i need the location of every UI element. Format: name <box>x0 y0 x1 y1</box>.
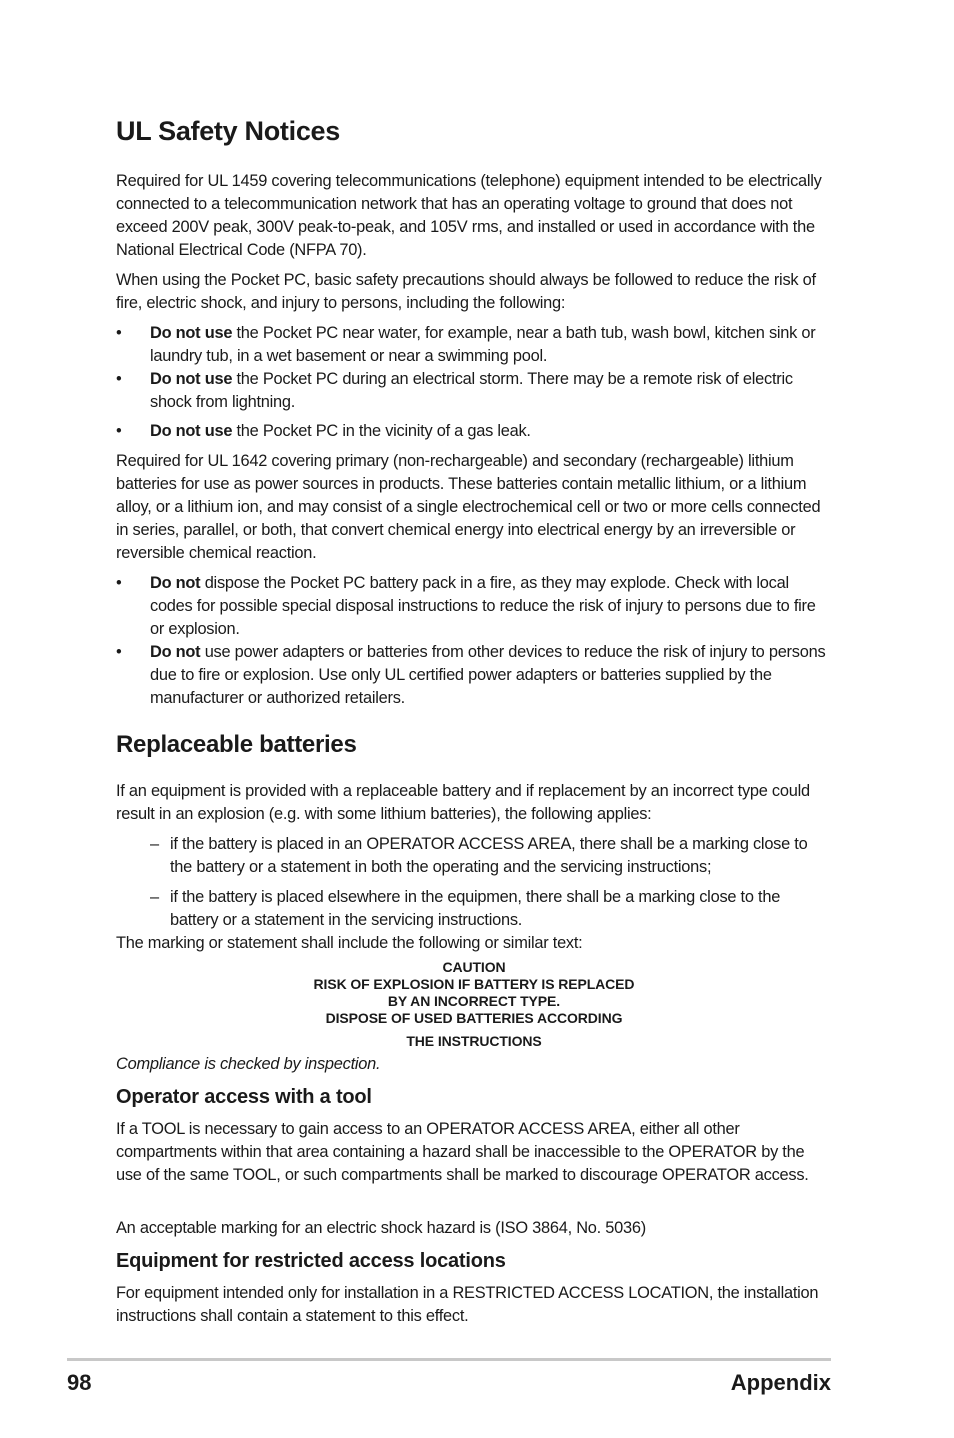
dash-item <box>150 833 832 879</box>
caution-line: BY AN INCORRECT TYPE. <box>387 993 561 1009</box>
caution-label: CAUTION <box>442 959 506 975</box>
bullet-mark: • <box>116 324 122 342</box>
dash-text: if the battery is placed elsewhere in the equipmen, there shall be a marking close to the battery or a statement in the servicing instructions. <box>170 888 781 929</box>
section-heading-restricted-access: Equipment for restricted access locations <box>116 1250 506 1272</box>
bullet-text: the Pocket PC during an electrical storm. There may be a remote risk of electric shock from lightning. <box>150 370 793 411</box>
bullet-bold: Do not <box>150 643 201 661</box>
precautions-paragraph: When using the Pocket PC, basic safety precautions should always be followed to reduce the risk of fire, electric shock, and injury to persons, including the following: <box>116 271 816 312</box>
caution-line: DISPOSE OF USED BATTERIES ACCORDING <box>325 1010 623 1026</box>
bullet-mark: • <box>116 370 122 388</box>
replaceable-batteries-paragraph: If an equipment is provided with a replaceable battery and if replacement by an incorrect type could result in an explosion (e.g. with some lithium batteries), the following applies: <box>116 782 810 823</box>
bullet-bold: Do not <box>150 574 201 592</box>
page-title: UL Safety Notices <box>116 116 340 146</box>
ul1642-paragraph: Required for UL 1642 covering primary (non-rechargeable) and secondary (rechargeable) lithium batteries for use as power sources in products. These batteries contain metallic lithium, or a lithium alloy, or a lithium ion, and may consist of a single electrochemical cell or two or more cells connected in series, parallel, or both, that convert chemical energy into electrical energy by an irreversible or reversible chemical reaction. <box>116 452 821 562</box>
footer-section-name: Appendix <box>730 1370 831 1395</box>
caution-line: THE INSTRUCTIONS <box>406 1033 542 1049</box>
marking-intro: The marking or statement shall include the following or similar text: <box>116 934 583 952</box>
dash-mark: – <box>150 835 159 853</box>
bullet-text: use power adapters or batteries from other devices to reduce the risk of injury to persons due to fire or explosion. Use only UL certified power adapters or batteries supplied by the manufacturer or authorized retailers. <box>150 643 826 707</box>
ul1459-paragraph: Required for UL 1459 covering telecommunications (telephone) equipment intended to be electrically connected to a telecommunication network that has an operating voltage to ground that does not exceed 200V peak, 300V peak-to-peak, and 105V rms, and installed or used in accordance with the National Electrical Code (NFPA 70). <box>116 172 822 259</box>
bullet-item <box>116 420 832 443</box>
bullet-item <box>116 322 832 368</box>
restricted-access-paragraph: For equipment intended only for installation in a RESTRICTED ACCESS LOCATION, the installation instructions shall contain a statement to this effect. <box>116 1284 819 1325</box>
page-number: 98 <box>67 1370 92 1395</box>
dash-mark: – <box>150 888 159 906</box>
caution-line: RISK OF EXPLOSION IF BATTERY IS REPLACED <box>313 976 635 992</box>
bullet-item <box>116 641 832 710</box>
bullet-bold: Do not use <box>150 422 233 440</box>
section-heading-replaceable-batteries: Replaceable batteries <box>116 731 357 758</box>
bullet-item <box>116 368 832 414</box>
bullet-bold: Do not use <box>150 324 233 342</box>
compliance-note: Compliance is checked by inspection. <box>116 1055 381 1073</box>
operator-access-paragraph: If a TOOL is necessary to gain access to an OPERATOR ACCESS AREA, either all other compartments within that area containing a hazard shall be inaccessible to the OPERATOR by the use of the same TOOL, or such compartments shall be marked to discourage OPERATOR access. <box>116 1120 809 1184</box>
bullet-text: the Pocket PC near water, for example, near a bath tub, wash bowl, kitchen sink or laundry tub, in a wet basement or near a swimming pool. <box>150 324 816 365</box>
bullet-mark: • <box>116 574 122 592</box>
dash-item <box>150 886 832 932</box>
shock-marking-paragraph: An acceptable marking for an electric shock hazard is (ISO 3864, No. 5036) <box>116 1219 646 1237</box>
section-heading-operator-access: Operator access with a tool <box>116 1086 372 1108</box>
footer-divider <box>67 1358 831 1361</box>
dash-text: if the battery is placed in an OPERATOR ACCESS AREA, there shall be a marking close to the battery or a statement in both the operating and the servicing instructions; <box>170 835 808 876</box>
bullet-item <box>116 572 832 641</box>
bullet-text: the Pocket PC in the vicinity of a gas leak. <box>232 422 531 440</box>
bullet-text: dispose the Pocket PC battery pack in a fire, as they may explode. Check with local codes for possible special disposal instructions to reduce the risk of injury to persons due to fire or explosion. <box>150 574 816 638</box>
bullet-mark: • <box>116 643 122 661</box>
bullet-bold: Do not use <box>150 370 233 388</box>
bullet-mark: • <box>116 422 122 440</box>
